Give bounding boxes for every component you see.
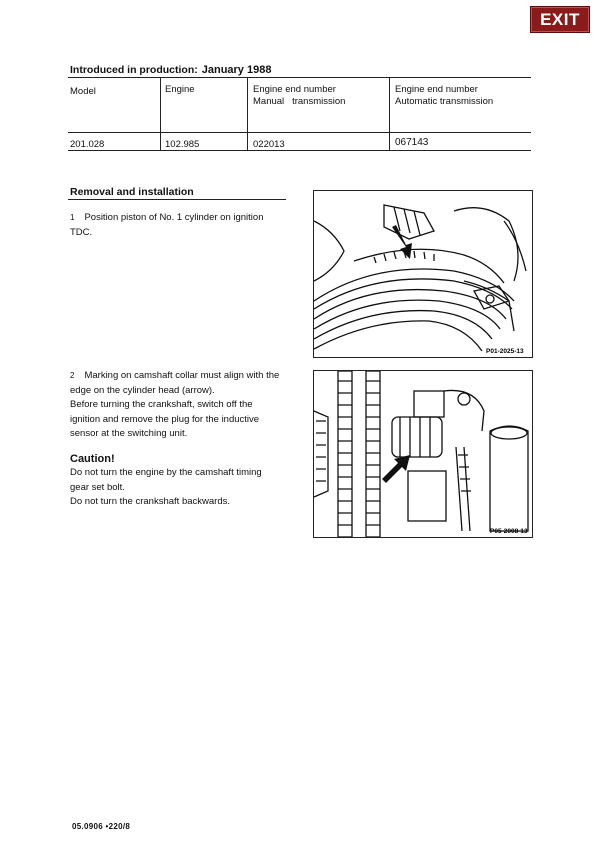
header-auto-line2: Automatic transmission (395, 96, 494, 107)
section-rule (68, 199, 286, 200)
table-divider-2 (247, 77, 248, 151)
intro-date: January 1988 (201, 64, 272, 76)
figure-camshaft-collar (313, 370, 533, 538)
cell-model: 201.028 (70, 139, 105, 150)
header-engine: Engine (165, 84, 195, 95)
introduced-in-production (70, 64, 271, 76)
table-divider-3 (389, 77, 390, 151)
camshaft-timing-chain-icon (314, 371, 532, 537)
step-1-number: 1 (70, 213, 75, 222)
exit-button[interactable]: EXIT (530, 6, 590, 33)
figure-1-caption: P01-2025-13 (486, 348, 524, 355)
cell-engine: 102.985 (165, 139, 200, 150)
header-auto-line1: Engine end number (395, 84, 478, 95)
crankshaft-pulley-marking-icon (314, 191, 532, 357)
figure-crankshaft-pulley (313, 190, 533, 358)
header-manual (253, 84, 345, 108)
caution-title: Caution! (70, 453, 115, 465)
table-top-rule (68, 77, 531, 78)
table-mid-rule (68, 132, 531, 133)
cell-auto: 067143 (395, 137, 429, 148)
step-2 (70, 369, 282, 442)
step-2-number: 2 (70, 371, 75, 380)
caution-line-1: Do not turn the engine by the camshaft timing gear set bolt. (70, 467, 262, 493)
cell-manual: 022013 (253, 139, 285, 150)
table-bottom-rule (68, 150, 531, 151)
table-divider-1 (160, 77, 161, 151)
figure-2-caption: P05-2008-13 (490, 528, 528, 535)
section-title: Removal and installation (70, 186, 194, 198)
header-model: Model (70, 86, 96, 97)
caution-body (70, 466, 282, 510)
header-manual-line1: Engine end number (253, 84, 336, 95)
step-1 (70, 211, 282, 240)
step-2-extra: Before turning the crankshaft, switch off the ignition and remove the plug for the inductive sensor at the switching unit. (70, 399, 260, 439)
header-manual-line2: Manual transmission (253, 96, 346, 107)
caution-line-2: Do not turn the crankshaft backwards. (70, 496, 230, 507)
step-1-text: Position piston of No. 1 cylinder on ignition TDC. (70, 212, 264, 238)
intro-label: Introduced in production: (70, 64, 198, 76)
step-2-text: Marking on camshaft collar must align with the edge on the cylinder head (arrow). (70, 370, 280, 396)
header-auto (395, 84, 493, 108)
page-footer: 05.0906 •220/8 (72, 822, 131, 831)
